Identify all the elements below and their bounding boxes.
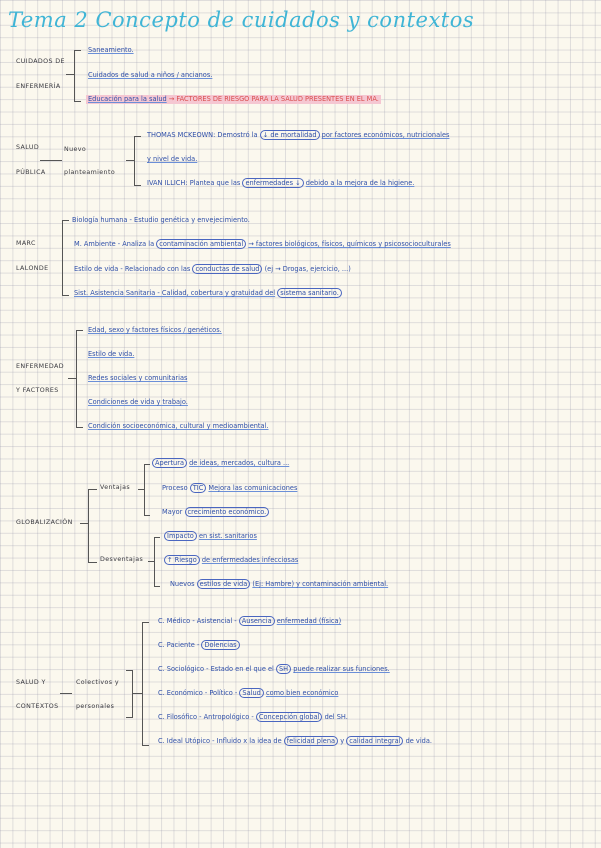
list-item: Edad, sexo y factores físicos / genéticos. xyxy=(88,326,222,334)
list-item: Saneamiento. xyxy=(88,46,134,54)
text: (Ej: Hambre) y contaminación ambiental. xyxy=(252,580,389,588)
text: Mejora las comunicaciones xyxy=(208,484,298,492)
highlight-circle: enfermedades ↓ xyxy=(242,178,303,188)
text: por factores económicos, nutricionales xyxy=(321,131,450,139)
text: M. Ambiente - Analiza la xyxy=(74,240,155,248)
section-label: SALUD xyxy=(16,144,40,151)
sub-label: personales xyxy=(76,703,115,710)
text: enfermedad (física) xyxy=(276,617,342,625)
bracket xyxy=(144,464,150,516)
text: debido a la mejora de la higiene. xyxy=(305,179,415,187)
section-label: ENFERMERÍA xyxy=(16,83,61,90)
highlight-circle: Impacto xyxy=(164,531,197,541)
text: THOMAS MCKEOWN: Demostró la xyxy=(147,131,258,139)
list-item: FACTORES DE RIESGO PARA LA SALUD PRESENTES EN EL MA. xyxy=(176,95,379,103)
list-item: Condición socioeconómica, cultural y medioambiental. xyxy=(88,422,269,430)
bracket xyxy=(62,220,69,296)
highlight-circle: conductas de salud xyxy=(192,264,262,274)
list-item: Biología humana - Estudio genética y envejecimiento. xyxy=(72,216,250,224)
highlight-circle: contaminación ambiental xyxy=(156,239,246,249)
section-label: GLOBALIZACIÓN xyxy=(16,519,73,526)
section-label: CUIDADOS DE xyxy=(16,58,65,65)
bracket xyxy=(126,670,133,718)
list-item: Educación para la salud xyxy=(88,95,167,103)
sub-label: Nuevo xyxy=(64,146,87,153)
arrow-icon: → xyxy=(168,95,177,103)
highlight-circle: Apertura xyxy=(152,458,187,468)
sub-label: Colectivos y xyxy=(76,679,119,686)
highlight-circle: felicidad plena xyxy=(284,736,338,746)
list-item: Redes sociales y comunitarias xyxy=(88,374,188,382)
section-label: CONTEXTOS xyxy=(16,703,59,710)
highlight-circle: Concepción global xyxy=(256,712,323,722)
highlight-circle: SH xyxy=(276,664,291,674)
highlight-circle: ↓ de mortalidad xyxy=(260,130,320,140)
connector-line xyxy=(66,74,74,75)
text: y xyxy=(340,737,345,745)
connector-line xyxy=(126,160,134,161)
text: de vida. xyxy=(405,737,432,745)
text: Estilo de vida - Relacionado con las xyxy=(74,265,191,273)
section-label: ENFERMEDAD xyxy=(16,363,64,370)
text: como bien económico xyxy=(265,689,339,697)
bracket xyxy=(154,537,160,587)
text: C. Médico - Asistencial - xyxy=(158,617,237,625)
text: puede realizar sus funciones. xyxy=(293,665,390,673)
text: (ej → Drogas, ejercicio, ...) xyxy=(264,265,351,273)
bracket xyxy=(134,136,141,186)
section-label: Y FACTORES xyxy=(16,387,59,394)
connector-line xyxy=(40,160,62,161)
highlight-circle: ↑ Riesgo xyxy=(164,555,200,565)
text: C. Filosófico - Antropológico - xyxy=(158,713,254,721)
text: Nuevos xyxy=(170,580,195,588)
text: Proceso xyxy=(162,484,188,492)
bracket xyxy=(88,489,97,563)
highlight-circle: crecimiento económico. xyxy=(185,507,270,517)
highlight-circle: TIC xyxy=(190,483,207,493)
list-item: Cuidados de salud a niños / ancianos. xyxy=(88,71,213,79)
sub-label: planteamiento xyxy=(64,169,116,176)
section-label: MARC xyxy=(16,240,36,247)
highlight-circle: estilos de vida xyxy=(197,579,251,589)
page-title: Tema 2 Concepto de cuidados y contextos xyxy=(8,8,475,32)
list-item: Condiciones de vida y trabajo. xyxy=(88,398,188,406)
highlight-circle: Dolencias xyxy=(201,640,239,650)
bracket xyxy=(74,50,81,102)
section-label: SALUD Y xyxy=(16,679,46,686)
connector-line xyxy=(60,693,72,694)
text: de ideas, mercados, cultura ... xyxy=(189,459,290,467)
text: Mayor xyxy=(162,508,183,516)
bracket xyxy=(76,330,83,428)
connector-line xyxy=(68,378,76,379)
sub-label: Ventajas xyxy=(100,484,131,491)
text: de enfermedades infecciosas xyxy=(201,556,299,564)
text: C. Ideal Utópico - Influido x la idea de xyxy=(158,737,282,745)
highlight-circle: Salud xyxy=(239,688,263,698)
connector-line xyxy=(80,523,88,524)
section-label: PÚBLICA xyxy=(16,169,46,176)
text: C. Económico - Político - xyxy=(158,689,238,697)
text: del SH. xyxy=(324,713,348,721)
list-item: Estilo de vida. xyxy=(88,350,135,358)
text: y nivel de vida. xyxy=(147,155,198,163)
highlight-circle: calidad integral xyxy=(346,736,403,746)
text: Sist. Asistencia Sanitaria - Calidad, cobertura y gratuidad del xyxy=(74,289,276,297)
highlight-circle: Ausencia xyxy=(239,616,275,626)
connector-line xyxy=(132,693,142,694)
text: → factores biológicos, físicos, químicos y psicosocioculturales xyxy=(248,240,451,248)
text: C. Paciente - xyxy=(158,641,200,649)
section-label: LALONDE xyxy=(16,265,49,272)
highlight-circle: sistema sanitario. xyxy=(277,288,342,298)
bracket xyxy=(142,622,149,746)
text: IVAN ILLICH: Plantea que las xyxy=(147,179,241,187)
text: en sist. sanitarios xyxy=(198,532,257,540)
sub-label: Desventajas xyxy=(100,556,144,563)
text: C. Sociológico - Estado en el que el xyxy=(158,665,274,673)
